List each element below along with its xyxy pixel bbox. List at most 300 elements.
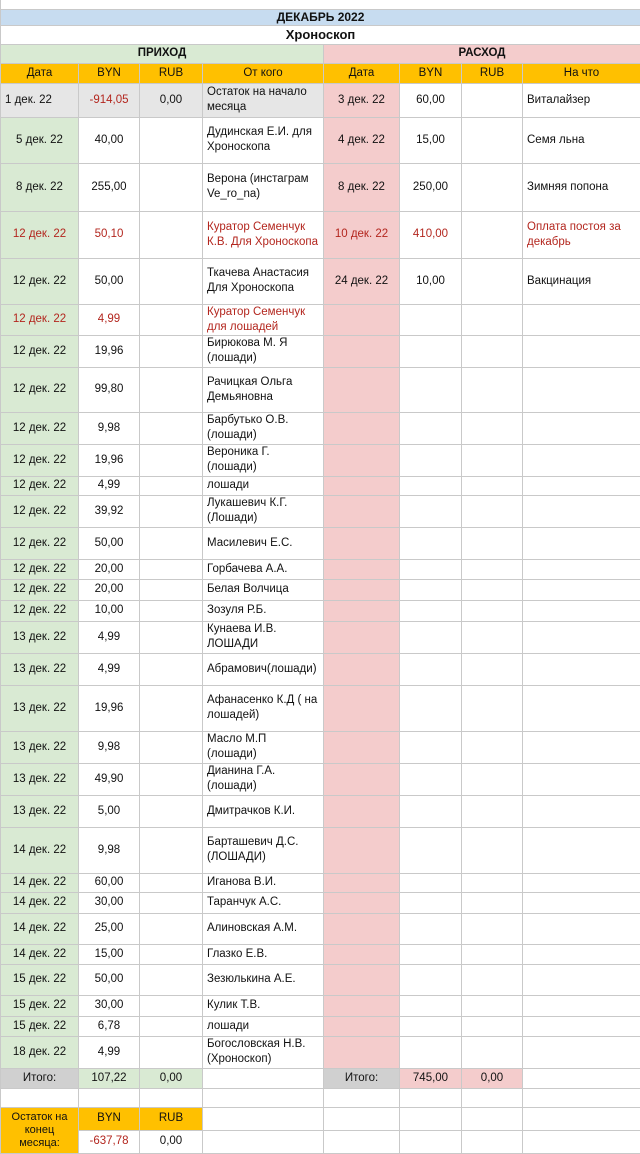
income-rub-cell[interactable]	[140, 117, 203, 163]
income-date-cell[interactable]: 14 дек. 22	[1, 892, 79, 913]
expense-date-cell[interactable]	[324, 527, 400, 559]
income-from-cell[interactable]: лошади	[203, 1016, 324, 1036]
income-from-cell[interactable]: Дудинская Е.И. для Хроноскопа	[203, 117, 324, 163]
table-row	[1, 913, 640, 944]
income-date-cell[interactable]: 13 дек. 22	[1, 795, 79, 827]
income-date-cell[interactable]: 12 дек. 22	[1, 444, 79, 476]
expense-purpose-cell[interactable]: Семя льна	[523, 117, 640, 163]
income-byn-cell[interactable]: 39,92	[79, 495, 140, 527]
expense-purpose-cell[interactable]	[523, 964, 640, 995]
empty-cell[interactable]	[462, 1088, 523, 1107]
income-byn-cell[interactable]: 30,00	[79, 995, 140, 1016]
expense-rub-cell[interactable]	[462, 559, 523, 579]
expense-rub-cell[interactable]	[462, 600, 523, 621]
income-from-cell[interactable]: Абрамович(лошади)	[203, 653, 324, 685]
expense-date-cell[interactable]	[324, 600, 400, 621]
income-rub-cell[interactable]	[140, 559, 203, 579]
income-date-cell[interactable]: 13 дек. 22	[1, 621, 79, 653]
income-byn-cell[interactable]: 25,00	[79, 913, 140, 944]
balance-byn-header[interactable]: BYN	[79, 1107, 140, 1130]
balance-header-row	[1, 1107, 640, 1130]
expense-rub-cell[interactable]	[462, 444, 523, 476]
expense-date-cell[interactable]: 8 дек. 22	[324, 163, 400, 211]
empty-cell[interactable]	[523, 1107, 640, 1130]
income-rub-cell[interactable]	[140, 335, 203, 367]
expense-date-cell[interactable]: 4 дек. 22	[324, 117, 400, 163]
income-date-cell[interactable]: 14 дек. 22	[1, 873, 79, 892]
expense-purpose-cell[interactable]	[523, 476, 640, 495]
income-rub-cell[interactable]	[140, 476, 203, 495]
income-byn-cell[interactable]: 49,90	[79, 763, 140, 795]
expense-rub-cell[interactable]	[462, 1016, 523, 1036]
income-date-cell[interactable]: 18 дек. 22	[1, 1036, 79, 1068]
expense-rub-cell[interactable]	[462, 913, 523, 944]
expense-purpose-cell[interactable]	[523, 444, 640, 476]
table-row	[1, 685, 640, 731]
col-header-byn[interactable]: BYN	[79, 63, 140, 83]
expense-date-cell[interactable]	[324, 444, 400, 476]
expense-rub-cell[interactable]	[462, 304, 523, 335]
expense-date-cell[interactable]	[324, 913, 400, 944]
income-byn-cell[interactable]: 15,00	[79, 944, 140, 964]
expense-date-cell[interactable]	[324, 944, 400, 964]
income-byn-cell[interactable]: 99,80	[79, 367, 140, 412]
income-rub-cell[interactable]	[140, 621, 203, 653]
expense-rub-cell[interactable]	[462, 685, 523, 731]
income-byn-cell[interactable]: 9,98	[79, 731, 140, 763]
expense-purpose-cell[interactable]	[523, 892, 640, 913]
income-byn-cell[interactable]: 255,00	[79, 163, 140, 211]
expense-date-cell[interactable]: 3 дек. 22	[324, 83, 400, 117]
income-rub-cell[interactable]	[140, 367, 203, 412]
expense-rub-cell[interactable]	[462, 527, 523, 559]
income-date-cell[interactable]: 12 дек. 22	[1, 367, 79, 412]
expense-date-cell[interactable]	[324, 731, 400, 763]
expense-byn-cell[interactable]	[400, 995, 462, 1016]
closing-balance-byn[interactable]: -637,78	[79, 1130, 140, 1153]
income-byn-cell[interactable]: 60,00	[79, 873, 140, 892]
expense-purpose-cell[interactable]	[523, 913, 640, 944]
income-byn-cell[interactable]: 19,96	[79, 685, 140, 731]
income-from-cell[interactable]: Зозуля Р.Б.	[203, 600, 324, 621]
income-from-cell[interactable]: Богословская Н.В. (Хроноскоп)	[203, 1036, 324, 1068]
expense-rub-cell[interactable]	[462, 367, 523, 412]
expense-date-cell[interactable]	[324, 304, 400, 335]
expense-byn-cell[interactable]	[400, 892, 462, 913]
expense-byn-cell[interactable]	[400, 795, 462, 827]
expense-rub-cell[interactable]	[462, 944, 523, 964]
income-from-cell[interactable]: Белая Волчица	[203, 579, 324, 600]
income-date-cell[interactable]: 1 дек. 22	[1, 83, 79, 117]
sheet-title[interactable]: Хроноскоп	[1, 25, 640, 44]
closing-balance-rub[interactable]: 0,00	[140, 1130, 203, 1153]
income-byn-cell[interactable]: 4,99	[79, 304, 140, 335]
empty-cell[interactable]	[400, 1130, 462, 1153]
expense-byn-cell[interactable]	[400, 827, 462, 873]
income-byn-cell[interactable]: 4,99	[79, 653, 140, 685]
income-date-cell[interactable]: 15 дек. 22	[1, 1016, 79, 1036]
income-from-cell[interactable]: Бирюкова М. Я (лошади)	[203, 335, 324, 367]
expense-rub-cell[interactable]	[462, 731, 523, 763]
income-from-cell[interactable]: Ткачева Анастасия Для Хроноскопа	[203, 258, 324, 304]
income-date-cell[interactable]: 14 дек. 22	[1, 827, 79, 873]
income-rub-cell[interactable]	[140, 913, 203, 944]
income-byn-cell[interactable]: 5,00	[79, 795, 140, 827]
expense-purpose-cell[interactable]	[523, 304, 640, 335]
empty-cell[interactable]	[462, 1130, 523, 1153]
income-from-cell[interactable]: Кулик Т.В.	[203, 995, 324, 1016]
empty-cell[interactable]	[523, 1068, 640, 1088]
balance-rub-header[interactable]: RUB	[140, 1107, 203, 1130]
income-date-cell[interactable]: 13 дек. 22	[1, 763, 79, 795]
empty-cell[interactable]	[462, 1107, 523, 1130]
expense-date-cell[interactable]	[324, 763, 400, 795]
expense-date-cell[interactable]	[324, 579, 400, 600]
expense-rub-cell[interactable]	[462, 495, 523, 527]
expense-purpose-cell[interactable]	[523, 653, 640, 685]
income-rub-cell[interactable]	[140, 1036, 203, 1068]
empty-cell[interactable]	[203, 1068, 324, 1088]
expense-purpose-cell[interactable]	[523, 579, 640, 600]
expense-date-cell[interactable]	[324, 653, 400, 685]
expense-byn-cell[interactable]	[400, 873, 462, 892]
income-from-cell[interactable]: Барбутько О.В. (лошади)	[203, 412, 324, 444]
income-date-cell[interactable]: 15 дек. 22	[1, 995, 79, 1016]
income-byn-cell[interactable]: 6,78	[79, 1016, 140, 1036]
income-rub-cell[interactable]	[140, 995, 203, 1016]
income-rub-cell[interactable]	[140, 827, 203, 873]
expense-rub-cell[interactable]	[462, 83, 523, 117]
expense-date-cell[interactable]	[324, 995, 400, 1016]
income-rub-cell[interactable]	[140, 495, 203, 527]
expense-purpose-cell[interactable]	[523, 559, 640, 579]
expense-rub-cell[interactable]	[462, 258, 523, 304]
empty-cell[interactable]	[1, 1088, 79, 1107]
income-rub-cell[interactable]	[140, 731, 203, 763]
expense-rub-cell[interactable]	[462, 117, 523, 163]
income-from-cell[interactable]: Рачицкая Ольга Демьяновна	[203, 367, 324, 412]
table-row	[1, 1016, 640, 1036]
income-from-cell[interactable]: Дмитрачков К.И.	[203, 795, 324, 827]
expense-purpose-cell[interactable]	[523, 367, 640, 412]
expense-byn-cell[interactable]	[400, 1036, 462, 1068]
expense-date-cell[interactable]	[324, 335, 400, 367]
income-from-cell[interactable]: Кунаева И.В. ЛОШАДИ	[203, 621, 324, 653]
income-rub-cell[interactable]	[140, 527, 203, 559]
expense-purpose-cell[interactable]	[523, 827, 640, 873]
expense-byn-cell[interactable]: 250,00	[400, 163, 462, 211]
expense-date-cell[interactable]	[324, 476, 400, 495]
expense-byn-cell[interactable]	[400, 304, 462, 335]
expense-date-cell[interactable]	[324, 1036, 400, 1068]
income-rub-cell[interactable]	[140, 964, 203, 995]
expense-purpose-cell[interactable]	[523, 600, 640, 621]
col-header-exp-date[interactable]: Дата	[324, 63, 400, 83]
expense-byn-cell[interactable]	[400, 653, 462, 685]
expense-rub-cell[interactable]	[462, 476, 523, 495]
income-date-cell[interactable]: 12 дек. 22	[1, 304, 79, 335]
income-from-cell[interactable]: Дианина Г.А. (лошади)	[203, 763, 324, 795]
expense-byn-cell[interactable]	[400, 412, 462, 444]
income-from-cell[interactable]: Таранчук А.С.	[203, 892, 324, 913]
expense-date-cell[interactable]	[324, 873, 400, 892]
expense-rub-cell[interactable]	[462, 964, 523, 995]
income-total-rub[interactable]: 0,00	[140, 1068, 203, 1088]
expense-byn-cell[interactable]	[400, 495, 462, 527]
income-from-cell[interactable]: лошади	[203, 476, 324, 495]
income-rub-cell[interactable]	[140, 211, 203, 258]
income-byn-cell[interactable]: 50,00	[79, 964, 140, 995]
col-header-date[interactable]: Дата	[1, 63, 79, 83]
expense-date-cell[interactable]	[324, 1016, 400, 1036]
empty-cell[interactable]	[324, 1130, 400, 1153]
expense-total-rub[interactable]: 0,00	[462, 1068, 523, 1088]
expense-purpose-cell[interactable]	[523, 685, 640, 731]
expense-purpose-cell[interactable]: Зимняя попона	[523, 163, 640, 211]
expense-byn-cell[interactable]	[400, 944, 462, 964]
expense-byn-cell[interactable]	[400, 527, 462, 559]
expense-rub-cell[interactable]	[462, 211, 523, 258]
income-byn-cell[interactable]: 20,00	[79, 579, 140, 600]
income-date-cell[interactable]: 12 дек. 22	[1, 579, 79, 600]
income-date-cell[interactable]: 12 дек. 22	[1, 476, 79, 495]
income-date-cell[interactable]: 13 дек. 22	[1, 653, 79, 685]
expense-byn-cell[interactable]	[400, 444, 462, 476]
income-date-cell[interactable]: 12 дек. 22	[1, 412, 79, 444]
closing-balance-label[interactable]: Остаток на конец месяца:	[1, 1107, 79, 1153]
income-byn-cell[interactable]: 19,96	[79, 444, 140, 476]
empty-cell[interactable]	[523, 1130, 640, 1153]
income-total-byn[interactable]: 107,22	[79, 1068, 140, 1088]
expense-date-cell[interactable]	[324, 495, 400, 527]
income-rub-cell[interactable]	[140, 600, 203, 621]
expense-purpose-cell[interactable]	[523, 873, 640, 892]
income-total-label[interactable]: Итого:	[1, 1068, 79, 1088]
income-rub-cell[interactable]	[140, 873, 203, 892]
income-rub-cell[interactable]	[140, 163, 203, 211]
expense-section-header[interactable]: РАСХОД	[324, 44, 640, 63]
empty-cell[interactable]	[324, 1107, 400, 1130]
expense-rub-cell[interactable]	[462, 653, 523, 685]
income-byn-cell[interactable]: 50,00	[79, 527, 140, 559]
expense-date-cell[interactable]	[324, 892, 400, 913]
expense-rub-cell[interactable]	[462, 163, 523, 211]
table-row	[1, 559, 640, 579]
expense-total-label[interactable]: Итого:	[324, 1068, 400, 1088]
expense-purpose-cell[interactable]	[523, 621, 640, 653]
expense-byn-cell[interactable]	[400, 763, 462, 795]
income-date-cell[interactable]: 14 дек. 22	[1, 913, 79, 944]
expense-purpose-cell[interactable]: Оплата постоя за декабрь	[523, 211, 640, 258]
expense-rub-cell[interactable]	[462, 873, 523, 892]
income-from-cell[interactable]: Глазко Е.В.	[203, 944, 324, 964]
expense-byn-cell[interactable]	[400, 579, 462, 600]
income-from-cell[interactable]: Вероника Г. (лошади)	[203, 444, 324, 476]
empty-cell[interactable]	[324, 1088, 400, 1107]
income-rub-cell[interactable]	[140, 579, 203, 600]
expense-date-cell[interactable]	[324, 795, 400, 827]
expense-date-cell[interactable]	[324, 827, 400, 873]
expense-byn-cell[interactable]: 15,00	[400, 117, 462, 163]
income-rub-cell[interactable]	[140, 795, 203, 827]
income-rub-cell[interactable]	[140, 653, 203, 685]
income-rub-cell[interactable]	[140, 892, 203, 913]
expense-rub-cell[interactable]	[462, 579, 523, 600]
income-byn-cell[interactable]: 50,00	[79, 258, 140, 304]
income-byn-cell[interactable]: 9,98	[79, 412, 140, 444]
expense-purpose-cell[interactable]: Виталайзер	[523, 83, 640, 117]
expense-purpose-cell[interactable]: Вакцинация	[523, 258, 640, 304]
expense-rub-cell[interactable]	[462, 827, 523, 873]
expense-purpose-cell[interactable]	[523, 1036, 640, 1068]
income-from-cell[interactable]: Остаток на начало месяца	[203, 83, 324, 117]
income-byn-cell[interactable]: 30,00	[79, 892, 140, 913]
income-from-cell[interactable]: Иганова В.И.	[203, 873, 324, 892]
expense-rub-cell[interactable]	[462, 892, 523, 913]
empty-cell[interactable]	[203, 1107, 324, 1130]
income-section-header[interactable]: ПРИХОД	[1, 44, 324, 63]
income-from-cell[interactable]: Куратор Семенчук для лошадей	[203, 304, 324, 335]
income-byn-cell[interactable]: 40,00	[79, 117, 140, 163]
income-from-cell[interactable]: Афанасенко К.Д ( на лошадей)	[203, 685, 324, 731]
empty-cell[interactable]	[523, 1088, 640, 1107]
col-header-exp-byn[interactable]: BYN	[400, 63, 462, 83]
income-from-cell[interactable]: Алиновская А.М.	[203, 913, 324, 944]
income-from-cell[interactable]: Лукашевич К.Г. (Лошади)	[203, 495, 324, 527]
expense-purpose-cell[interactable]	[523, 731, 640, 763]
income-date-cell[interactable]: 5 дек. 22	[1, 117, 79, 163]
income-from-cell[interactable]: Барташевич Д.С. (ЛОШАДИ)	[203, 827, 324, 873]
income-byn-cell[interactable]: 4,99	[79, 621, 140, 653]
col-header-exp-rub[interactable]: RUB	[462, 63, 523, 83]
col-header-from[interactable]: От кого	[203, 63, 324, 83]
empty-cell[interactable]	[79, 1088, 140, 1107]
expense-date-cell[interactable]	[324, 412, 400, 444]
table-row	[1, 579, 640, 600]
expense-purpose-cell[interactable]	[523, 412, 640, 444]
expense-byn-cell[interactable]	[400, 476, 462, 495]
expense-date-cell[interactable]	[324, 685, 400, 731]
expense-purpose-cell[interactable]	[523, 763, 640, 795]
col-header-rub[interactable]: RUB	[140, 63, 203, 83]
income-byn-cell[interactable]: 9,98	[79, 827, 140, 873]
income-date-cell[interactable]: 12 дек. 22	[1, 211, 79, 258]
expense-purpose-cell[interactable]	[523, 527, 640, 559]
expense-date-cell[interactable]: 24 дек. 22	[324, 258, 400, 304]
income-rub-cell[interactable]	[140, 444, 203, 476]
expense-purpose-cell[interactable]	[523, 335, 640, 367]
expense-byn-cell[interactable]: 60,00	[400, 83, 462, 117]
expense-rub-cell[interactable]	[462, 412, 523, 444]
empty-cell[interactable]	[400, 1107, 462, 1130]
income-byn-cell[interactable]: 19,96	[79, 335, 140, 367]
expense-byn-cell[interactable]	[400, 685, 462, 731]
expense-purpose-cell[interactable]	[523, 944, 640, 964]
income-rub-cell[interactable]	[140, 685, 203, 731]
expense-date-cell[interactable]: 10 дек. 22	[324, 211, 400, 258]
expense-date-cell[interactable]	[324, 621, 400, 653]
income-date-cell[interactable]: 12 дек. 22	[1, 527, 79, 559]
income-byn-cell[interactable]: 4,99	[79, 1036, 140, 1068]
totals-row	[1, 1068, 640, 1088]
expense-byn-cell[interactable]	[400, 367, 462, 412]
expense-byn-cell[interactable]: 410,00	[400, 211, 462, 258]
income-rub-cell[interactable]	[140, 944, 203, 964]
expense-byn-cell[interactable]	[400, 335, 462, 367]
income-date-cell[interactable]: 14 дек. 22	[1, 944, 79, 964]
income-byn-cell[interactable]: 10,00	[79, 600, 140, 621]
income-from-cell[interactable]: Зезюлькина А.Е.	[203, 964, 324, 995]
expense-rub-cell[interactable]	[462, 763, 523, 795]
expense-byn-cell[interactable]	[400, 964, 462, 995]
income-rub-cell[interactable]	[140, 304, 203, 335]
expense-date-cell[interactable]	[324, 559, 400, 579]
income-date-cell[interactable]: 12 дек. 22	[1, 559, 79, 579]
empty-cell[interactable]	[140, 1088, 203, 1107]
income-rub-cell[interactable]	[140, 763, 203, 795]
empty-cell[interactable]	[203, 1088, 324, 1107]
month-header[interactable]: ДЕКАБРЬ 2022	[1, 9, 640, 25]
expense-rub-cell[interactable]	[462, 795, 523, 827]
expense-purpose-cell[interactable]	[523, 1016, 640, 1036]
expense-byn-cell[interactable]	[400, 559, 462, 579]
income-date-cell[interactable]: 13 дек. 22	[1, 731, 79, 763]
income-byn-cell[interactable]: 50,10	[79, 211, 140, 258]
expense-byn-cell[interactable]	[400, 621, 462, 653]
empty-cell[interactable]	[203, 1130, 324, 1153]
income-date-cell[interactable]: 15 дек. 22	[1, 964, 79, 995]
income-from-cell[interactable]: Горбачева А.А.	[203, 559, 324, 579]
income-byn-cell[interactable]: 20,00	[79, 559, 140, 579]
income-rub-cell[interactable]	[140, 1016, 203, 1036]
income-date-cell[interactable]: 12 дек. 22	[1, 335, 79, 367]
expense-byn-cell[interactable]	[400, 913, 462, 944]
income-byn-cell[interactable]: -914,05	[79, 83, 140, 117]
expense-date-cell[interactable]	[324, 367, 400, 412]
expense-purpose-cell[interactable]	[523, 995, 640, 1016]
income-rub-cell[interactable]: 0,00	[140, 83, 203, 117]
income-date-cell[interactable]: 12 дек. 22	[1, 600, 79, 621]
table-row	[1, 653, 640, 685]
income-date-cell[interactable]: 12 дек. 22	[1, 495, 79, 527]
income-from-cell[interactable]: Масилевич Е.С.	[203, 527, 324, 559]
expense-rub-cell[interactable]	[462, 1036, 523, 1068]
expense-rub-cell[interactable]	[462, 335, 523, 367]
expense-purpose-cell[interactable]	[523, 795, 640, 827]
income-date-cell[interactable]: 13 дек. 22	[1, 685, 79, 731]
income-from-cell[interactable]: Верона (инстаграм Ve_ro_na)	[203, 163, 324, 211]
expense-byn-cell[interactable]: 10,00	[400, 258, 462, 304]
expense-purpose-cell[interactable]	[523, 495, 640, 527]
col-header-purpose[interactable]: На что	[523, 63, 640, 83]
expense-byn-cell[interactable]	[400, 731, 462, 763]
income-rub-cell[interactable]	[140, 412, 203, 444]
income-rub-cell[interactable]	[140, 258, 203, 304]
income-date-cell[interactable]: 8 дек. 22	[1, 163, 79, 211]
empty-cell[interactable]	[400, 1088, 462, 1107]
expense-total-byn[interactable]: 745,00	[400, 1068, 462, 1088]
expense-rub-cell[interactable]	[462, 621, 523, 653]
income-date-cell[interactable]: 12 дек. 22	[1, 258, 79, 304]
expense-byn-cell[interactable]	[400, 600, 462, 621]
table-row	[1, 600, 640, 621]
expense-date-cell[interactable]	[324, 964, 400, 995]
income-byn-cell[interactable]: 4,99	[79, 476, 140, 495]
income-from-cell[interactable]: Куратор Семенчук К.В. Для Хроноскопа	[203, 211, 324, 258]
income-from-cell[interactable]: Масло М.П (лошади)	[203, 731, 324, 763]
expense-byn-cell[interactable]	[400, 1016, 462, 1036]
expense-rub-cell[interactable]	[462, 995, 523, 1016]
